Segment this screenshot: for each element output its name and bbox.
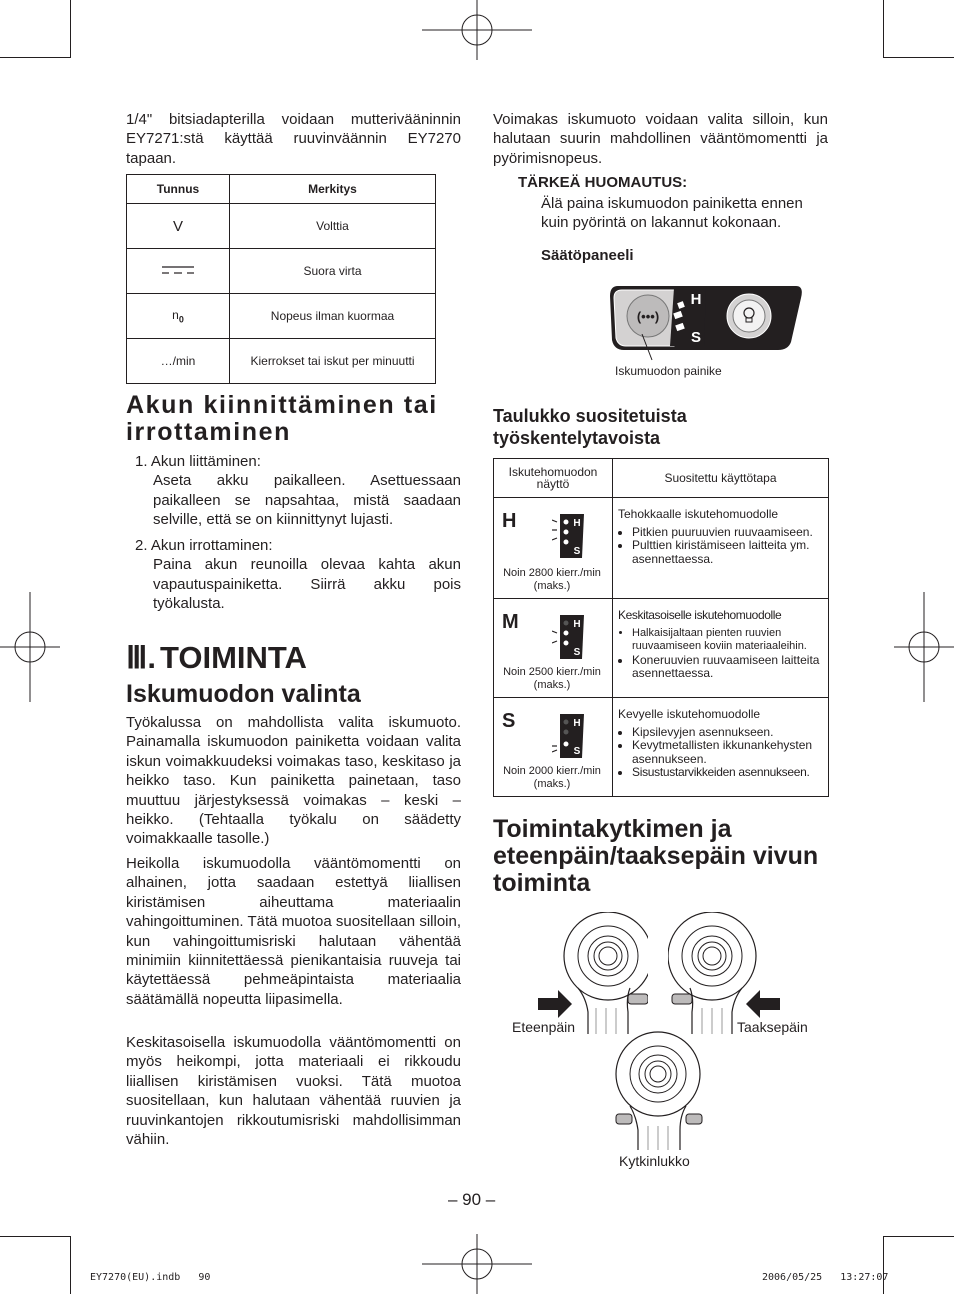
symbol-cell xyxy=(127,294,230,339)
table-row xyxy=(494,599,829,698)
list-item: • Pulttien kiristämiseen laitteita ym. asennettaessa. xyxy=(632,539,824,566)
battery-item-text: Paina akun reunoilla olevaa kahta akun vapautuspainiketta. Siirrä akku pois työkalusta. xyxy=(153,556,461,613)
symbol-subscript: 0 xyxy=(178,314,184,325)
impact-heading: Iskumuodon valinta xyxy=(126,680,361,708)
list-item: • Halkaisijaltaan pienten ruuvien ruuvaamiseen koviin materiaaleihin. xyxy=(632,627,824,654)
svg-text:H: H xyxy=(573,718,581,729)
mode-title: Keskitasoiselle iskutehomuodolle xyxy=(618,608,782,622)
meaning-cell: Volttia xyxy=(230,204,436,249)
list-item: • Koneruuvien ruuvaamiseen laitteita asennettaessa. xyxy=(632,654,824,681)
symbol-table xyxy=(126,174,436,384)
list-item: • Sisustustarvikkeiden asennukseen. xyxy=(632,766,824,780)
notice-text: Älä paina iskumuodon painiketta ennen kuin pyörintä on lakannut kokonaan. xyxy=(541,195,803,232)
intro-paragraph: 1/4" bitsiadapterilla voidaan mutterivääninnin EY7271:stä käyttää ruuvinväännin EY7270 tapaan. xyxy=(126,111,461,167)
mode-indicator-icon xyxy=(552,712,586,760)
svg-text:S: S xyxy=(690,329,702,346)
recommendation-table xyxy=(493,458,829,797)
list-item: • Pitkien puuruuvien ruuvaamiseen. xyxy=(632,526,824,540)
impact-paragraph-1: Työkalussa on mahdollista valita iskumuoto. Painamalla iskumuodon painiketta voidaan valita iskun voimakkuudeksi voimakas taso, keskitaso ja heikko taso. Kun painiketta painetaan, taso muuttuu järjestyksessä voimakas – keski – heikko. (Tehtaalla työkalu on säädetty voimakkaalle tasolle.) xyxy=(126,714,461,848)
right-intro: Voimakas iskumuoto voidaan valita silloin, kun halutaan suurin mahdollinen vääntömomentti ja pyörimisnopeus. xyxy=(493,111,828,167)
battery-item-1 xyxy=(135,452,461,530)
battery-item-text: Aseta akku paikalleen. Asettuessaan paikalleen se napsahtaa, mistä saadaan selville, että se on kiinnittynyt lujasti. xyxy=(153,472,461,529)
battery-item-label: 1. Akun liittäminen: xyxy=(135,453,261,470)
mode-indicator-icon xyxy=(552,613,586,661)
registration-mark-left xyxy=(0,592,60,702)
meaning-cell: Nopeus ilman kuormaa xyxy=(230,294,436,339)
switch-lock-illustration xyxy=(604,1030,714,1150)
notice-title: TÄRKEÄ HUOMAUTUS: xyxy=(518,174,688,191)
label-forward: Eteenpäin xyxy=(512,1019,576,1035)
reverse-illustration xyxy=(668,912,780,1034)
table-row xyxy=(127,249,436,294)
table-header-meaning: Merkitys xyxy=(230,175,436,204)
mode-title: Tehokkaalle iskutehomuodolle xyxy=(618,507,779,521)
list-item: • Kevytmetallisten ikkunankehysten asennukseen. xyxy=(632,739,824,766)
battery-item-label: 2. Akun irrottaminen: xyxy=(135,537,273,554)
header-recommended-use: Suositettu käyttötapa xyxy=(613,459,829,498)
dc-icon xyxy=(160,264,196,276)
table-row xyxy=(127,294,436,339)
symbol-n: n xyxy=(172,307,179,322)
section-title: TOIMINTA xyxy=(160,640,307,675)
switch-heading: Toimintakytkimen ja eteenpäin/taaksepäin vivun toiminta xyxy=(493,815,819,897)
page-number: – 90 – xyxy=(448,1190,496,1209)
table-row xyxy=(127,339,436,384)
control-panel-illustration xyxy=(608,280,804,360)
table-row xyxy=(494,498,829,599)
footer-timestamp: 2006/05/25 13:27:07 xyxy=(762,1272,889,1283)
svg-text:(•••): (•••) xyxy=(636,309,660,324)
symbol-cell: V xyxy=(127,204,230,249)
section-heading xyxy=(126,640,307,676)
mode-title: Kevyelle iskutehomuodolle xyxy=(618,707,761,721)
mode-letter: M xyxy=(502,611,519,633)
battery-item-2 xyxy=(135,536,461,614)
svg-text:S: S xyxy=(573,746,581,757)
impact-paragraph-3: Keskitasoisella iskumuodolla vääntömomentti on myös heikompi, jotta materiaali ei rikkoudu liiallisen kiristämisen vuoksi. Tätä muotoa suositellaan, kun halutaan vähentää ruuvien ja ruuvinkantojen rikkoutumisriski mahdollisimman vähiin. xyxy=(126,1034,461,1149)
rec-heading: Taulukko suositetuista työskentelytavoista xyxy=(493,406,687,448)
table-row xyxy=(494,698,829,797)
table-header-symbol: Tunnus xyxy=(127,175,230,204)
symbol-cell: …/min xyxy=(127,339,230,384)
registration-mark-right xyxy=(894,592,954,702)
mode-rpm: Noin 2800 kierr./min (maks.) xyxy=(503,567,601,592)
list-item: • Kipsilevyjen asennukseen. xyxy=(632,726,824,740)
impact-paragraph-2: Heikolla iskumuodolla vääntömomentti on alhainen, jotta saadaan estettyä liiallisen kiristämisen aiheuttama materiaalin vahingoittuminen. Tätä muotoa suositellaan silloin, kun vahingoittumisriski halutaan vähentää minimiin kiinnitettäessä pienikantaisia ruuveja tai käytettäessä pehmeäpintaista materiaalia säätämällä nopeutta liipasimella. xyxy=(126,855,461,1008)
svg-text:H: H xyxy=(573,518,581,529)
registration-mark-top xyxy=(422,0,532,60)
footer-file: EY7270(EU).indb 90 xyxy=(90,1272,211,1283)
panel-title: Säätöpaneeli xyxy=(541,247,634,264)
meaning-cell: Kierrokset tai iskut per minuutti xyxy=(230,339,436,384)
forward-illustration xyxy=(538,912,648,1034)
battery-heading: Akun kiinnittäminen tai irrottaminen xyxy=(126,391,438,446)
callout-line xyxy=(640,334,660,364)
direct-current-symbol xyxy=(127,249,230,294)
svg-text:S: S xyxy=(573,647,581,658)
section-number: Ⅲ. xyxy=(126,640,156,675)
registration-mark-bottom xyxy=(422,1234,532,1294)
panel-caption: Iskumuodon painike xyxy=(615,364,722,378)
table-row xyxy=(127,204,436,249)
label-lock: Kytkinlukko xyxy=(619,1153,690,1169)
svg-text:S: S xyxy=(573,546,581,557)
mode-letter: H xyxy=(502,510,517,532)
label-reverse: Taaksepäin xyxy=(737,1019,808,1035)
svg-text:H: H xyxy=(690,291,702,308)
mode-rpm: Noin 2500 kierr./min (maks.) xyxy=(503,666,601,691)
mode-indicator-icon xyxy=(552,512,586,560)
svg-text:H: H xyxy=(573,619,581,630)
meaning-cell: Suora virta xyxy=(230,249,436,294)
mode-rpm: Noin 2000 kierr./min (maks.) xyxy=(503,765,601,790)
mode-letter: S xyxy=(502,710,516,732)
header-mode-display: Iskutehomuodon näyttö xyxy=(494,459,613,498)
